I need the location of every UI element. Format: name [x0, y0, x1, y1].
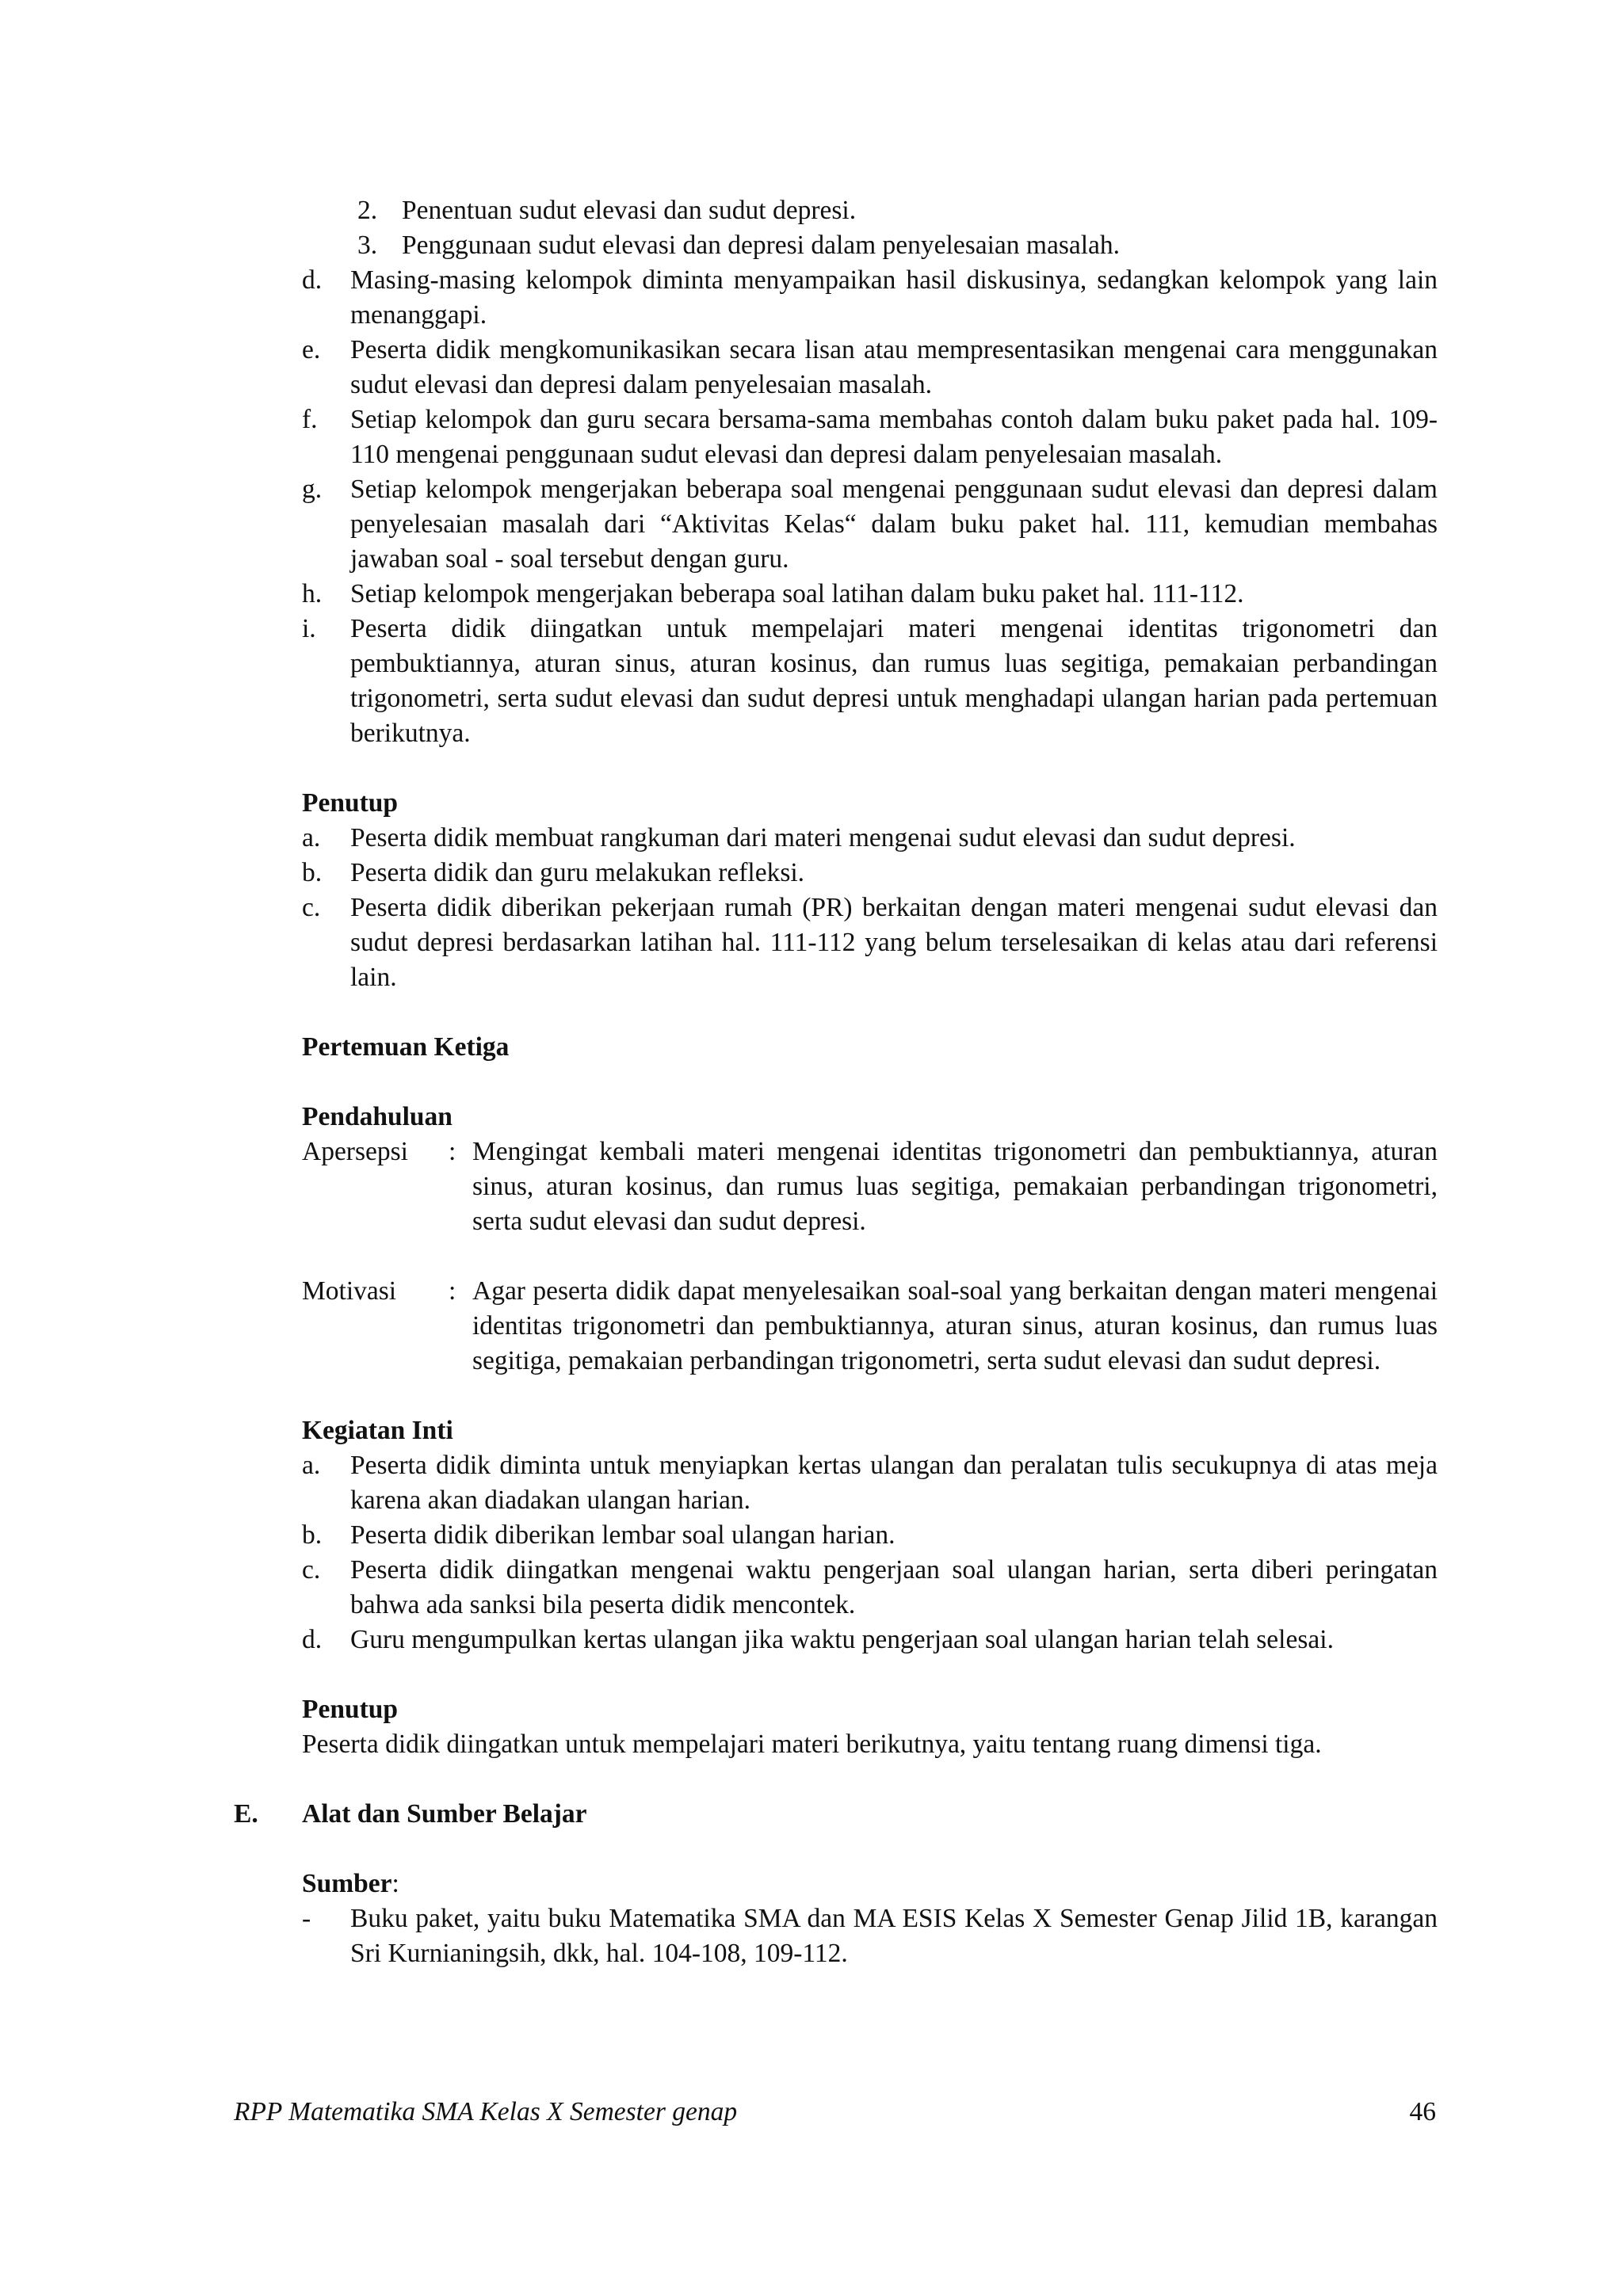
sub-item-marker: 2.: [357, 196, 378, 225]
list-item-text: Peserta didik mengkomunikasikan secara lisan atau mempresentasikan mengenai cara menggunakan sudut elevasi dan depresi dalam penyelesaian masalah.: [350, 335, 1438, 399]
list-item-text: Masing-masing kelompok diminta menyampaikan hasil diskusinya, sedangkan kelompok yang lain menanggapi.: [350, 265, 1438, 330]
list-item-text: Buku paket, yaitu buku Matematika SMA dan MA ESIS Kelas X Semester Genap Jilid 1B, karangan Sri Kurnianingsih, dkk, hal. 104-108, 109-112.: [350, 1904, 1438, 1968]
spacer: [302, 1762, 1438, 1797]
spacer: [302, 1065, 1438, 1100]
sub-item-marker: 3.: [357, 231, 378, 260]
list-item-text: Peserta didik diingatkan mengenai waktu pengerjaan soal ulangan harian, serta diberi peringatan bahwa ada sanksi bila peserta didik mencontek.: [350, 1555, 1438, 1619]
list-item-text: Peserta didik diingatkan untuk mempelajari materi mengenai identitas trigonometri dan pembuktiannya, aturan sinus, aturan kosinus, dan rumus luas segitiga, pemakaian perbandingan trigonometri, serta sudut elevasi dan sudut depresi untuk menghadapi ulangan harian pada pertemuan berikutnya.: [350, 614, 1438, 748]
colon: :: [449, 1276, 456, 1306]
page-number: 46: [1409, 2097, 1436, 2126]
list-item-text: Setiap kelompok dan guru secara bersama-sama membahas contoh dalam buku paket pada hal. 109-110 mengenai penggunaan sudut elevasi dan depresi dalam penyelesaian masalah.: [350, 405, 1438, 469]
spacer: [302, 1379, 1438, 1413]
penutup-2-heading: Penutup: [302, 1695, 399, 1724]
section-letter: E.: [234, 1799, 258, 1829]
sub-item-2: [302, 193, 1438, 228]
colon: :: [449, 1137, 456, 1166]
apersepsi-row: [302, 1135, 1438, 1239]
list-item-marker: h.: [302, 579, 323, 608]
page-footer: [234, 2097, 1436, 2127]
list-item-marker: b.: [302, 1520, 323, 1550]
sumber-colon: :: [391, 1869, 399, 1898]
motivasi-text: Agar peserta didik dapat menyelesaikan soal-soal yang berkaitan dengan materi mengenai identitas trigonometri dan pembuktiannya, aturan sinus, aturan kosinus, dan rumus luas segitiga, pemakaian perbandingan trigonometri, serta sudut elevasi dan sudut depresi.: [472, 1276, 1438, 1375]
list-item-marker: b.: [302, 858, 323, 887]
list-item-text: Peserta didik dan guru melakukan refleksi.: [350, 858, 805, 887]
list-item-e: [302, 333, 1438, 402]
list-item-text: Peserta didik membuat rangkuman dari materi mengenai sudut elevasi dan sudut depresi.: [350, 823, 1296, 852]
list-item-marker: e.: [302, 335, 321, 364]
sumber-heading: Sumber: [302, 1869, 392, 1898]
sub-item-text: Penggunaan sudut elevasi dan depresi dalam penyelesaian masalah.: [402, 231, 1121, 260]
footer-title: RPP Matematika SMA Kelas X Semester genap: [234, 2097, 738, 2126]
kegiatan-inti-heading: Kegiatan Inti: [302, 1416, 453, 1445]
list-item-marker: -: [302, 1904, 311, 1933]
list-item-text: Guru mengumpulkan kertas ulangan jika waktu pengerjaan soal ulangan harian telah selesai.: [350, 1625, 1334, 1654]
list-item-marker: i.: [302, 614, 316, 643]
spacer: [302, 1239, 1438, 1274]
list-item-text: Peserta didik diberikan lembar soal ulangan harian.: [350, 1520, 896, 1550]
list-item-text: Peserta didik diberikan pekerjaan rumah (PR) berkaitan dengan materi mengenai sudut elevasi dan sudut depresi berdasarkan latihan hal. 111-112 yang belum terselesaikan di kelas atau dari referensi lain.: [350, 893, 1438, 992]
kegiatan-item-d: [302, 1623, 1438, 1657]
motivasi-row: [302, 1274, 1438, 1379]
list-item-marker: d.: [302, 1625, 323, 1654]
list-item-f: [302, 402, 1438, 472]
list-item-marker: d.: [302, 265, 323, 295]
section-e-heading: [234, 1797, 1438, 1832]
list-item-d: [302, 263, 1438, 333]
list-item-h: [302, 577, 1438, 612]
spacer: [302, 995, 1438, 1030]
apersepsi-label: Apersepsi: [302, 1137, 408, 1166]
kegiatan-item-a: [302, 1448, 1438, 1518]
kegiatan-item-b: [302, 1518, 1438, 1553]
sumber-item: [302, 1901, 1438, 1971]
spacer: [302, 1657, 1438, 1692]
list-item-marker: a.: [302, 823, 321, 852]
kegiatan-item-c: [302, 1553, 1438, 1623]
sub-item-text: Penentuan sudut elevasi dan sudut depresi.: [402, 196, 857, 225]
penutup-2-text: Peserta didik diingatkan untuk mempelajari materi berikutnya, yaitu tentang ruang dimensi tiga.: [302, 1730, 1322, 1759]
list-item-marker: a.: [302, 1451, 321, 1480]
sub-item-3: [302, 228, 1438, 263]
sumber-heading-line: [302, 1867, 1438, 1901]
list-item-i: [302, 612, 1438, 751]
list-item-marker: f.: [302, 405, 318, 434]
list-item-text: Peserta didik diminta untuk menyiapkan kertas ulangan dan peralatan tulis secukupnya di atas meja karena akan diadakan ulangan harian.: [350, 1451, 1438, 1515]
pendahuluan-heading: Pendahuluan: [302, 1102, 453, 1131]
list-item-text: Setiap kelompok mengerjakan beberapa soal mengenai penggunaan sudut elevasi dan depresi dalam penyelesaian masalah dari “Aktivitas Kelas“ dalam buku paket hal. 111, kemudian membahas jawaban soal - soal tersebut dengan guru.: [350, 475, 1438, 574]
list-item-marker: c.: [302, 1555, 321, 1585]
section-title: Alat dan Sumber Belajar: [302, 1799, 587, 1829]
pertemuan-ketiga-heading: Pertemuan Ketiga: [302, 1032, 510, 1062]
list-item-marker: g.: [302, 475, 323, 504]
apersepsi-text: Mengingat kembali materi mengenai identitas trigonometri dan pembuktiannya, aturan sinus, aturan kosinus, dan rumus luas segitiga, pemakaian perbandingan trigonometri, serta sudut elevasi dan sudut depresi.: [472, 1137, 1438, 1236]
spacer: [302, 1832, 1438, 1867]
list-item-text: Setiap kelompok mengerjakan beberapa soal latihan dalam buku paket hal. 111-112.: [350, 579, 1244, 608]
penutup-item-c: [302, 891, 1438, 995]
penutup-heading: Penutup: [302, 788, 399, 818]
list-item-g: [302, 472, 1438, 577]
page-content: [234, 193, 1438, 1971]
penutup-item-b: [302, 856, 1438, 891]
list-item-marker: c.: [302, 893, 321, 922]
motivasi-label: Motivasi: [302, 1276, 397, 1306]
penutup-item-a: [302, 821, 1438, 856]
spacer: [302, 751, 1438, 786]
